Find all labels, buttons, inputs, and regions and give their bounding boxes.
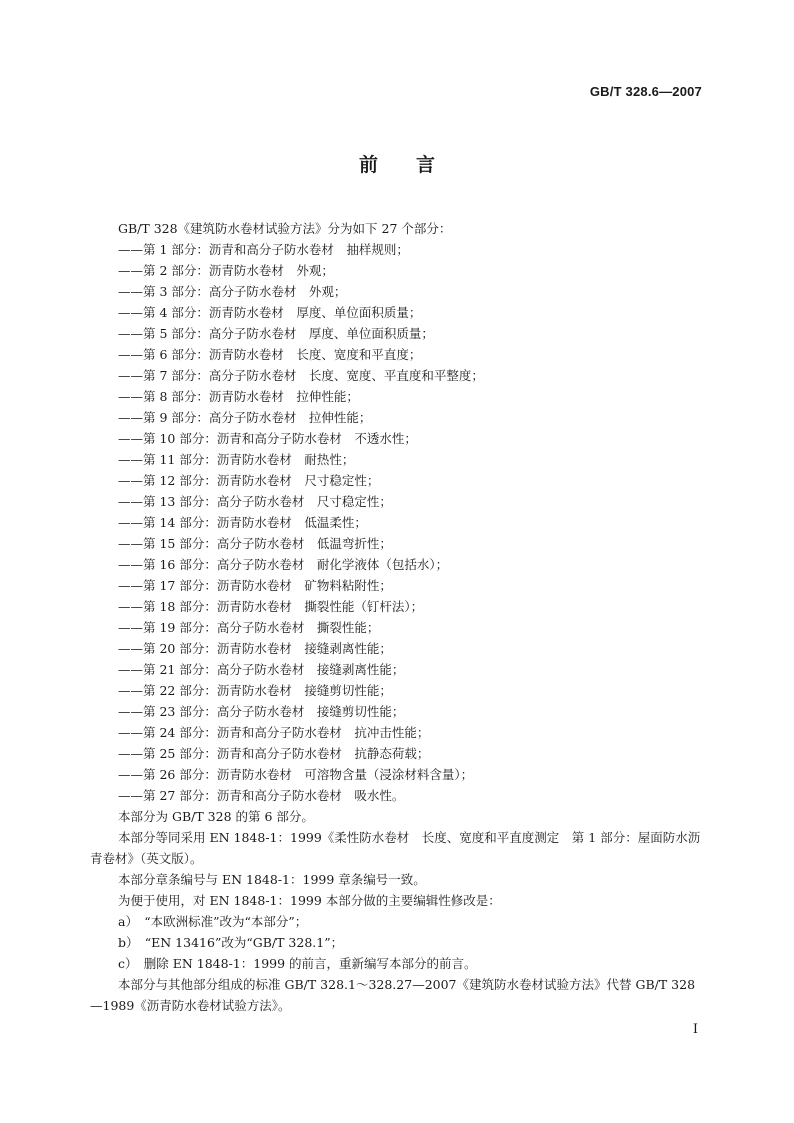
paragraph-edits-intro: 为便于使用，对 EN 1848-1：1999 本部分做的主要编辑性修改是： (118, 893, 501, 908)
page-number: I (692, 1022, 698, 1037)
list-item: ——第 6 部分：沥青防水卷材 长度、宽度和平直度； (118, 347, 422, 362)
paragraph-part-number: 本部分为 GB/T 328 的第 6 部分。 (118, 809, 314, 824)
list-item: ——第 15 部分：高分子防水卷材 低温弯折性； (118, 536, 392, 551)
list-item: ——第 10 部分：沥青和高分子防水卷材 不透水性； (118, 431, 417, 446)
list-item: ——第 19 部分：高分子防水卷材 撕裂性能； (118, 620, 380, 635)
list-item: ——第 12 部分：沥青防水卷材 尺寸稳定性； (118, 473, 380, 488)
list-item: ——第 1 部分：沥青和高分子防水卷材 抽样规则； (118, 242, 409, 257)
standard-id: GB/T 328.6—2007 (589, 84, 702, 99)
list-item: ——第 5 部分：高分子防水卷材 厚度、单位面积质量； (118, 326, 434, 341)
list-item: b） “EN 13416”改为“GB/T 328.1”； (118, 935, 344, 950)
list-item: ——第 24 部分：沥青和高分子防水卷材 抗冲击性能； (118, 725, 430, 740)
paragraph-equivalence: 本部分等同采用 EN 1848-1：1999《柔性防水卷材 长度、宽度和平直度测定 第 1 部分：屋面防水沥青卷材》（英文版）。 (90, 830, 701, 866)
list-item: ——第 13 部分：高分子防水卷材 尺寸稳定性； (118, 494, 392, 509)
list-item: ——第 27 部分：沥青和高分子防水卷材 吸水性。 (118, 788, 405, 803)
list-item: ——第 21 部分：高分子防水卷材 接缝剥离性能； (118, 662, 405, 677)
list-item: ——第 20 部分：沥青防水卷材 接缝剥离性能； (118, 641, 392, 656)
list-item: ——第 8 部分：沥青防水卷材 拉伸性能； (118, 389, 359, 404)
paragraph-numbering: 本部分章条编号与 EN 1848-1：1999 章条编号一致。 (118, 872, 426, 887)
intro-line: GB/T 328《建筑防水卷材试验方法》分为如下 27 个部分： (118, 221, 452, 236)
paragraph-replacement: 本部分与其他部分组成的标准 GB/T 328.1～328.27—2007《建筑防水卷材试验方法》代替 GB/T 328—1989《沥青防水卷材试验方法》。 (90, 977, 696, 1013)
edits-list (90, 911, 704, 974)
list-item: ——第 4 部分：沥青防水卷材 厚度、单位面积质量； (118, 305, 422, 320)
list-item: ——第 26 部分：沥青防水卷材 可溶物含量（浸涂材料含量）； (118, 767, 474, 782)
list-item: ——第 23 部分：高分子防水卷材 接缝剪切性能； (118, 704, 405, 719)
list-item: ——第 7 部分：高分子防水卷材 长度、宽度、平直度和平整度； (118, 368, 484, 383)
list-item: c） 删除 EN 1848-1：1999 的前言，重新编写本部分的前言。 (118, 956, 477, 971)
list-item: ——第 2 部分：沥青防水卷材 外观； (118, 263, 334, 278)
list-item: ——第 16 部分：高分子防水卷材 耐化学液体（包括水）； (118, 557, 449, 572)
list-item: ——第 25 部分：沥青和高分子防水卷材 抗静态荷载； (118, 746, 430, 761)
list-item: ——第 14 部分：沥青防水卷材 低温柔性； (118, 515, 367, 530)
parts-list (90, 239, 704, 806)
list-item: ——第 3 部分：高分子防水卷材 外观； (118, 284, 347, 299)
document-body (90, 218, 704, 1016)
list-item: ——第 17 部分：沥青防水卷材 矿物料粘附性； (118, 578, 392, 593)
list-item: ——第 9 部分：高分子防水卷材 拉伸性能； (118, 410, 372, 425)
list-item: a） “本欧洲标准”改为“本部分”； (118, 914, 308, 929)
list-item: ——第 22 部分：沥青防水卷材 接缝剪切性能； (118, 683, 392, 698)
list-item: ——第 18 部分：沥青防水卷材 撕裂性能（钉杆法）； (118, 599, 424, 614)
list-item: ——第 11 部分：沥青防水卷材 耐热性； (118, 452, 355, 467)
page-title: 前言 (358, 154, 473, 176)
